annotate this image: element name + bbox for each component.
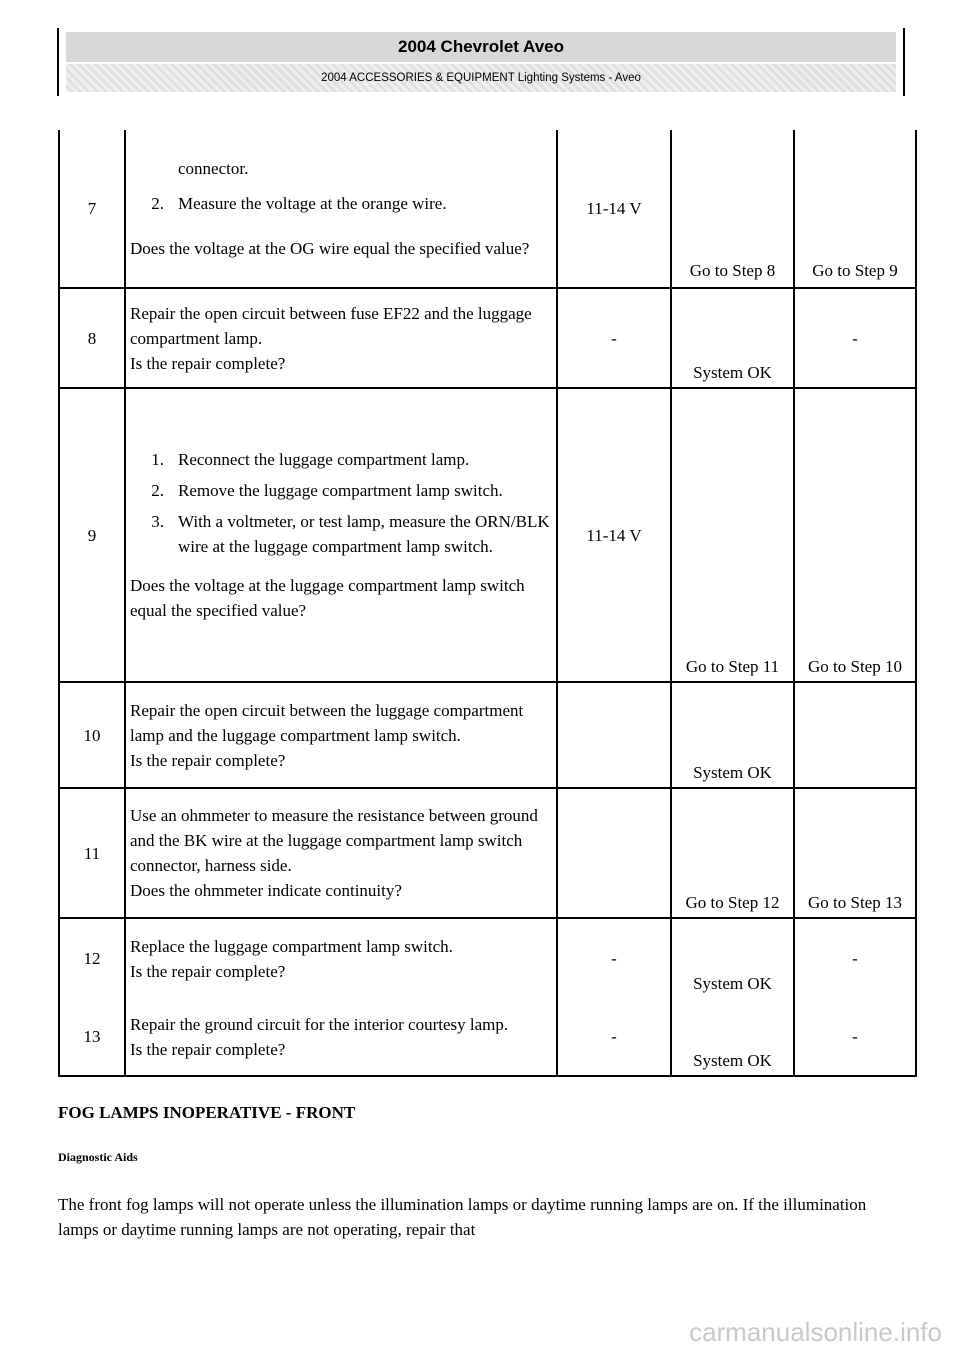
list-item: 3. With a voltmeter, or test lamp, measure the ORN/BLK wire at the luggage compartment lamp switch.: [151, 512, 550, 556]
value-cell: -: [557, 288, 671, 388]
value-cell: 11-14 V: [557, 130, 671, 288]
page-header: [57, 28, 905, 96]
table-row: [59, 388, 916, 682]
action-cell: [125, 682, 557, 788]
yes-cell: System OK: [671, 998, 794, 1076]
yes-cell: System OK: [671, 918, 794, 998]
action-cell: [125, 388, 557, 682]
question-text: Does the ohmmeter indicate continuity?: [130, 881, 402, 900]
step-number: 9: [59, 388, 125, 682]
table-row: [59, 918, 916, 998]
yes-cell: Go to Step 12: [671, 788, 794, 918]
yes-cell: Go to Step 11: [671, 388, 794, 682]
section-paragraph: The front fog lamps will not operate unless the illumination lamps or daytime running lamps are on. If the illumination lamps or daytime running lamps are not operating, repair that: [58, 1195, 867, 1239]
action-text: Repair the open circuit between fuse EF22 and the luggage compartment lamp.: [130, 303, 532, 348]
question-text: Is the repair complete?: [130, 353, 286, 373]
value-cell: [557, 788, 671, 918]
list-item: 2. Measure the voltage at the orange wire.: [151, 194, 447, 213]
document-subtitle: 2004 ACCESSORIES & EQUIPMENT Lighting Systems - Aveo: [66, 64, 896, 92]
section-heading: FOG LAMPS INOPERATIVE - FRONT: [58, 1103, 356, 1122]
no-cell: [794, 682, 916, 788]
yes-cell: System OK: [671, 682, 794, 788]
question-text: Is the repair complete?: [130, 750, 286, 770]
action-cell: [125, 788, 557, 918]
no-cell: Go to Step 10: [794, 388, 916, 682]
value-cell: -: [557, 918, 671, 998]
action-cell: [125, 918, 557, 998]
table-row: [59, 130, 916, 288]
section-subheading: Diagnostic Aids: [58, 1150, 138, 1164]
no-cell: -: [794, 918, 916, 998]
table-row: [59, 682, 916, 788]
document-title: 2004 Chevrolet Aveo: [66, 32, 896, 62]
question-text: Does the voltage at the OG wire equal the specified value?: [130, 239, 530, 258]
step-number: 13: [59, 998, 125, 1076]
step-number: 8: [59, 288, 125, 388]
step-number: 7: [59, 130, 125, 288]
yes-cell: System OK: [671, 288, 794, 388]
action-cell: [125, 998, 557, 1076]
diagnostic-table: [58, 130, 917, 1077]
question-text: Does the voltage at the luggage compartment lamp switch equal the specified value?: [130, 576, 525, 620]
action-text: Repair the open circuit between the luggage compartment lamp and the luggage compartment lamp switch.: [130, 700, 524, 745]
step-number: 10: [59, 682, 125, 788]
list-item: 1. Reconnect the luggage compartment lamp.: [151, 450, 470, 469]
value-cell: [557, 682, 671, 788]
action-text: Use an ohmmeter to measure the resistance between ground and the BK wire at the luggage compartment lamp switch connector, harness side.: [130, 806, 538, 875]
action-text: Replace the luggage compartment lamp switch.: [130, 936, 453, 956]
yes-cell: Go to Step 8: [671, 130, 794, 288]
list-item: 2. Remove the luggage compartment lamp switch.: [151, 481, 503, 500]
action-cell: [125, 288, 557, 388]
no-cell: -: [794, 288, 916, 388]
action-text: connector.: [178, 159, 249, 178]
step-number: 11: [59, 788, 125, 918]
table-row: [59, 998, 916, 1076]
watermark: carmanualsonline.info: [689, 1317, 942, 1347]
value-cell: -: [557, 998, 671, 1076]
value-cell: 11-14 V: [557, 388, 671, 682]
step-number: 12: [59, 918, 125, 998]
action-text: Repair the ground circuit for the interior courtesy lamp.: [130, 1014, 509, 1034]
no-cell: Go to Step 9: [794, 130, 916, 288]
no-cell: -: [794, 998, 916, 1076]
question-text: Is the repair complete?: [130, 1039, 286, 1059]
table-row: [59, 788, 916, 918]
table-row: [59, 288, 916, 388]
action-cell: [125, 130, 557, 288]
substep-list: [130, 447, 552, 559]
substep-list: [130, 191, 552, 216]
no-cell: Go to Step 13: [794, 788, 916, 918]
question-text: Is the repair complete?: [130, 961, 286, 981]
